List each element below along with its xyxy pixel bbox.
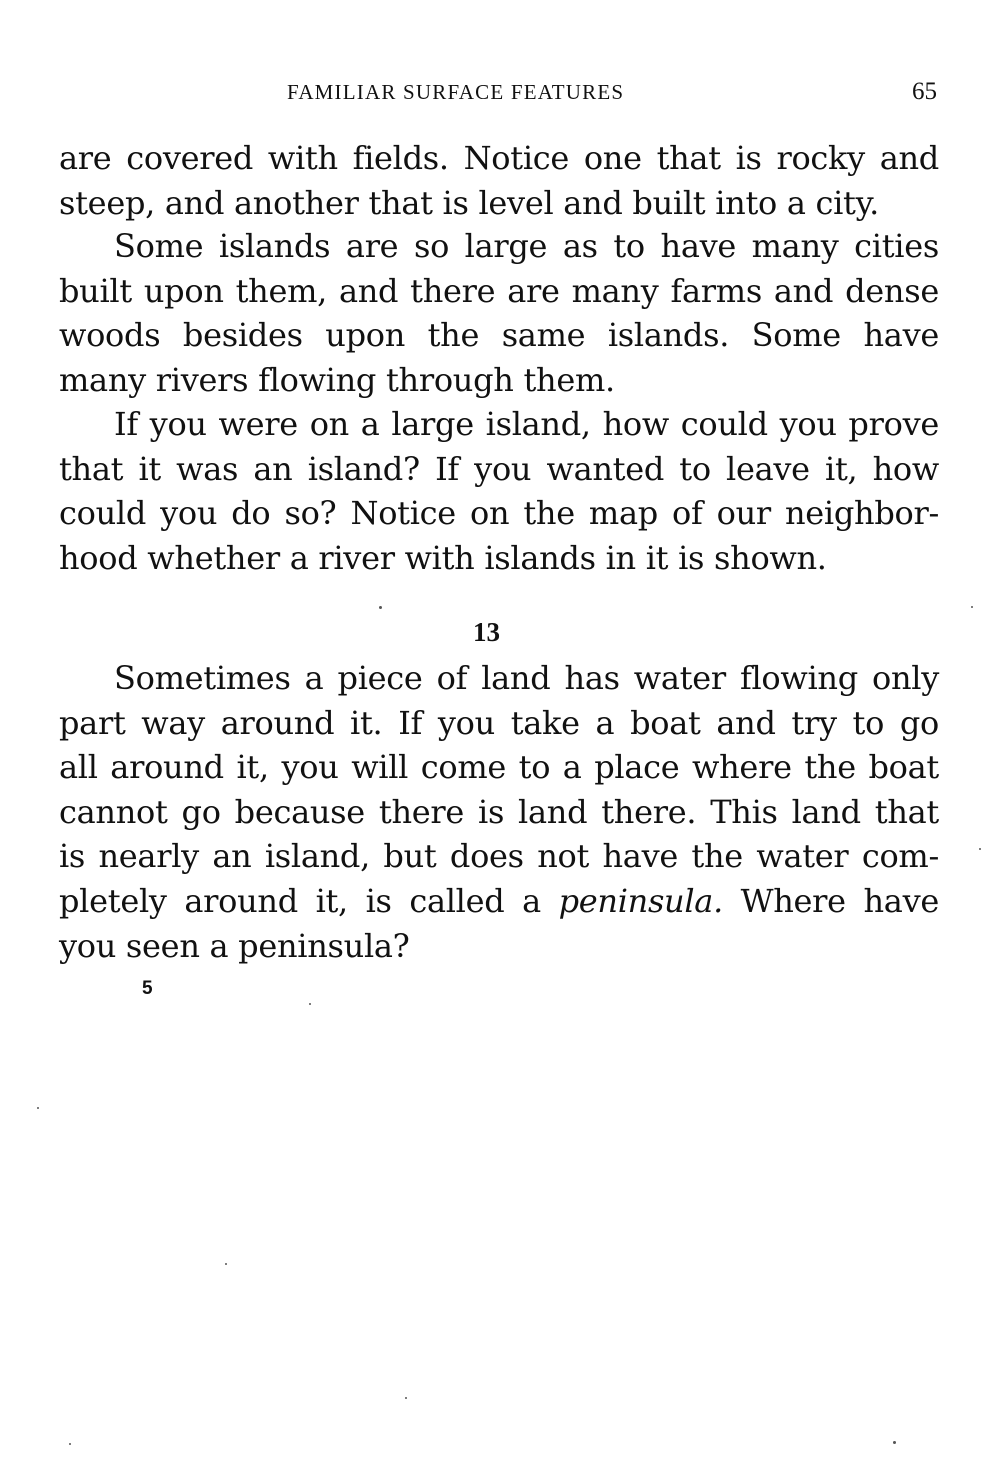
text-line: you seen a peninsula? xyxy=(59,926,410,965)
text-line: Sometimes a piece of land has water flowing only xyxy=(114,659,939,697)
text-line: is nearly an island, but does not have the water com- xyxy=(59,837,939,876)
paragraph-islands xyxy=(59,224,939,402)
text-fragment: Where have xyxy=(722,881,939,920)
paper-speck xyxy=(405,1397,407,1399)
paragraph-continued xyxy=(59,136,939,225)
text-line: many rivers flowing through them. xyxy=(59,360,615,399)
text-line: that it was an island? If you wanted to leave it, how xyxy=(59,449,939,488)
paragraph-peninsula xyxy=(59,656,939,968)
text-line: are covered with fields. Notice one that is rocky and xyxy=(59,139,939,177)
paper-speck xyxy=(37,1107,39,1109)
text-line: could you do so? Notice on the map of our neighbor- xyxy=(59,494,939,533)
paper-speck xyxy=(69,1443,71,1445)
text-line: cannot go because there is land there. This land that xyxy=(59,792,939,831)
paragraph-questions xyxy=(59,402,939,580)
text-line: steep, and another that is level and built into a city. xyxy=(59,183,880,222)
page-number: 65 xyxy=(912,78,937,105)
text-line: woods besides upon the same islands. Some have xyxy=(59,316,939,355)
text-line: If you were on a large island, how could you prove xyxy=(114,405,939,443)
text-fragment: pletely around it, is called a xyxy=(59,881,559,920)
text-line: built upon them, and there are many farms and dense xyxy=(59,271,939,310)
paper-speck xyxy=(379,606,382,609)
section-number: 13 xyxy=(473,617,500,647)
running-head: FAMILIAR SURFACE FEATURES xyxy=(287,80,625,104)
signature-mark: 5 xyxy=(142,978,153,999)
text-line: Some islands are so large as to have many cities xyxy=(114,227,939,265)
paper-speck xyxy=(893,1441,896,1444)
text-line: all around it, you will come to a place where the boat xyxy=(59,748,939,787)
text-line: part way around it. If you take a boat and try to go xyxy=(59,703,939,742)
paper-speck xyxy=(225,1263,227,1265)
italic-term: peninsula. xyxy=(558,881,723,920)
paper-speck xyxy=(979,848,981,850)
text-line: hood whether a river with islands in it is shown. xyxy=(59,538,827,577)
text-line xyxy=(59,879,939,924)
paper-speck xyxy=(971,606,973,608)
paper-speck xyxy=(309,1003,311,1005)
